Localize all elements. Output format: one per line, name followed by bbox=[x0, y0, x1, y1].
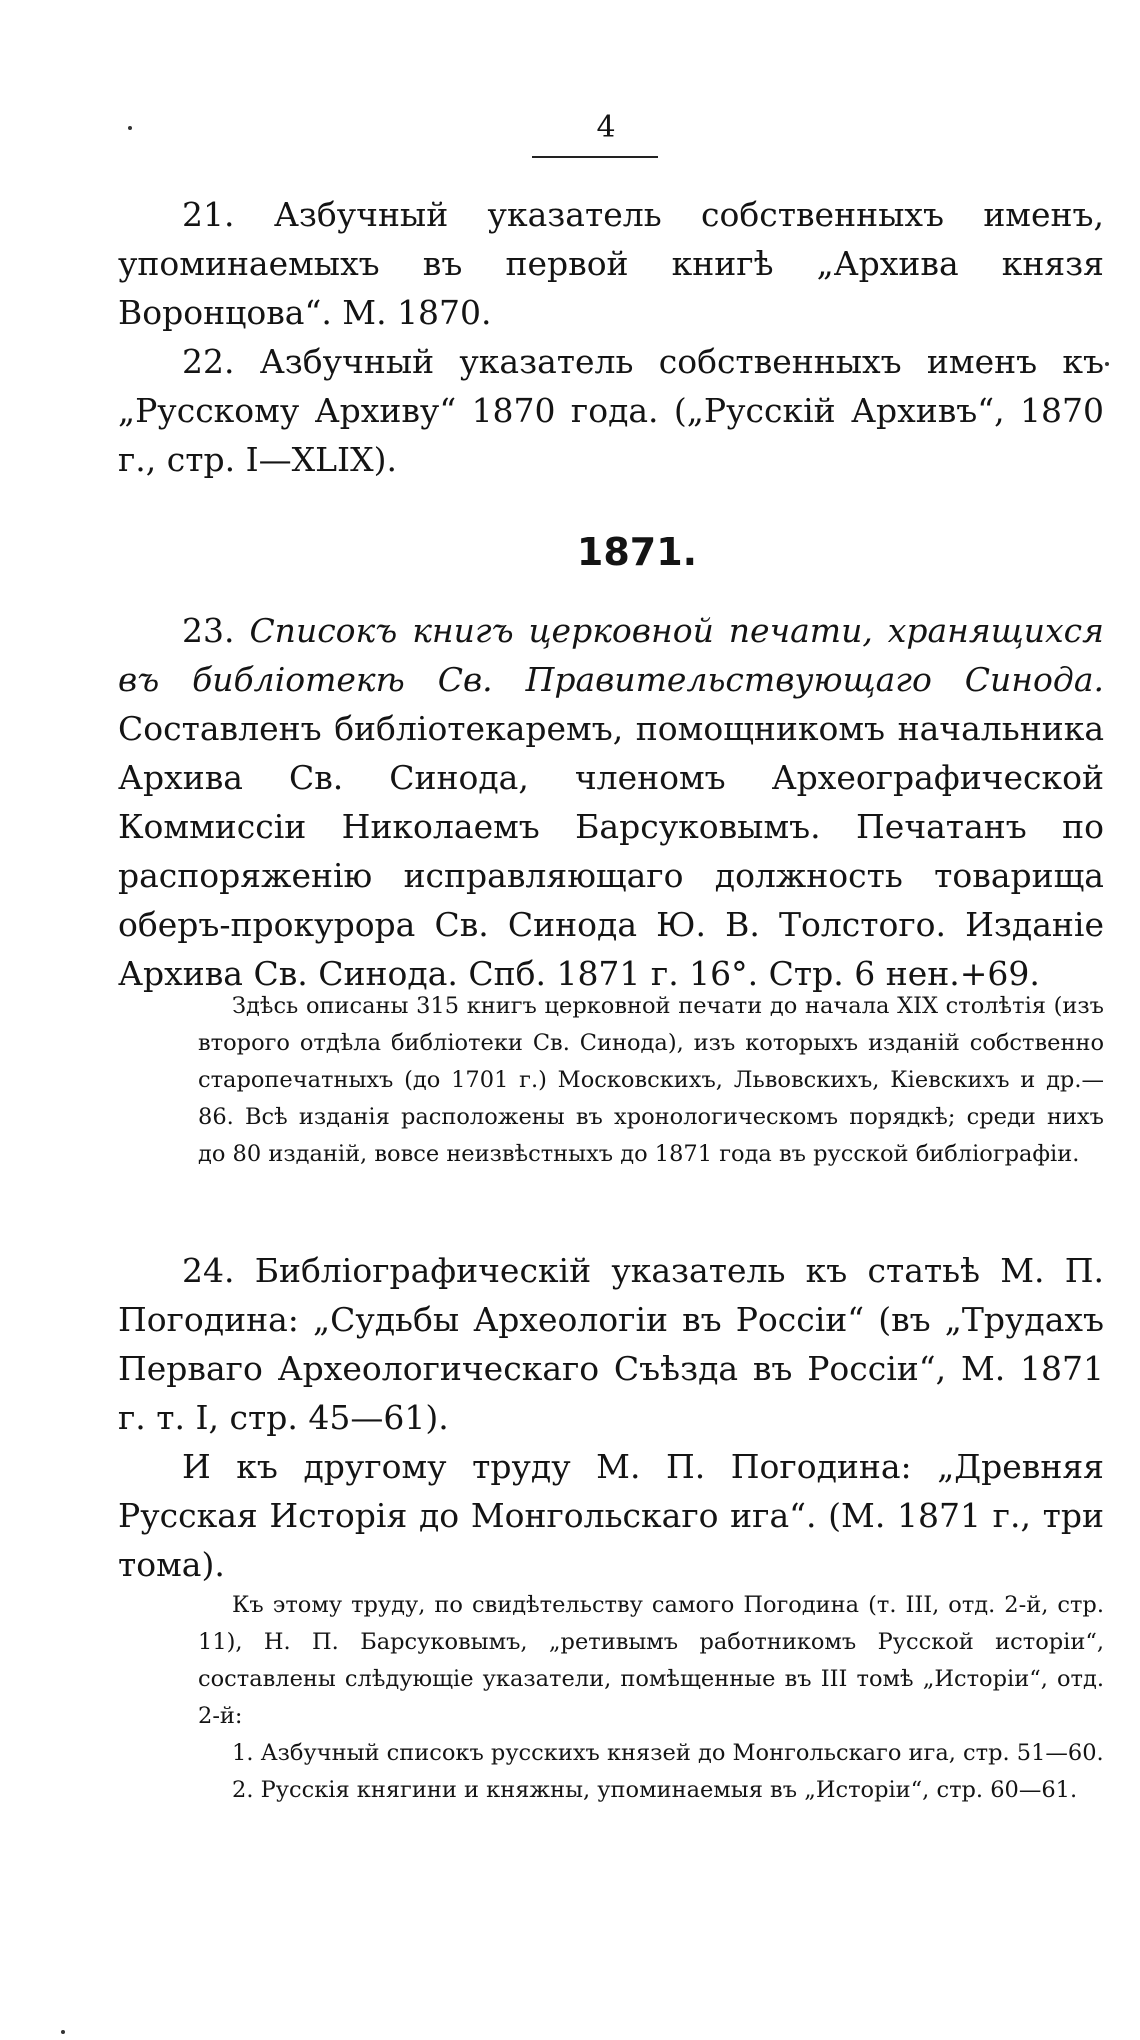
entry-24-continuation-text: И къ другому труду М. П. Погодина: „Древняя Русская Исторія до Монгольскаго ига“. (М. 1871 г., три тома). bbox=[118, 1447, 1104, 1584]
year-heading: 1871. bbox=[576, 530, 698, 574]
entry-21-text: 21. Азбучный указатель собственныхъ именъ, упоминаемыхъ въ первой книгѣ „Архива князя Воронцова“. М. 1870. bbox=[118, 195, 1104, 332]
entry-23-note bbox=[198, 988, 1104, 1173]
entry-22 bbox=[118, 337, 1104, 484]
entry-24-text: 24. Библіографическій указатель къ статьѣ М. П. Погодина: „Судьбы Археологіи въ Россіи“ (въ „Трудахъ Перваго Археологическаго Съѣзда въ Россіи“, М. 1871 г. т. I, стр. 45—61). bbox=[118, 1251, 1104, 1437]
entry-24-note-item-1: 1. Азбучный списокъ русскихъ князей до Монгольскаго ига, стр. 51—60. bbox=[232, 1740, 1104, 1766]
header-rule bbox=[532, 156, 658, 158]
print-speck bbox=[61, 2030, 65, 2034]
entry-24-note-item-2: 2. Русскія княгини и княжны, упоминаемыя въ „Исторіи“, стр. 60—61. bbox=[232, 1777, 1078, 1803]
entry-23-note-text: Здѣсь описаны 315 книгъ церковной печати до начала XIX столѣтія (изъ второго отдѣла библіотеки Св. Синода), изъ которыхъ изданій собственно старопечатныхъ (до 1701 г.) Московскихъ, Львовскихъ, Кіевскихъ и др.—86. Всѣ изданія расположены въ хронологическомъ порядкѣ; среди нихъ до 80 изданій, вовсе неизвѣстныхъ до 1871 года въ русской библіографіи. bbox=[198, 993, 1104, 1167]
entry-24-note-text: Къ этому труду, по свидѣтельству самого Погодина (т. III, отд. 2-й, стр. 11), Н. П. Барсуковымъ, „ретивымъ работникомъ Русской исторіи“, составлены слѣдующіе указатели, помѣщенные въ III томѣ „Исторіи“, отд. 2-й: bbox=[198, 1592, 1104, 1729]
print-speck bbox=[128, 126, 132, 130]
entry-24-continuation bbox=[118, 1442, 1104, 1589]
print-speck bbox=[1105, 362, 1109, 366]
entry-23-description: Составленъ библіотекаремъ, помощникомъ начальника Архива Св. Синода, членомъ Археографической Коммиссіи Николаемъ Барсуковымъ. Печатанъ по распоряженію исправляющаго должность товарища оберъ-прокурора Св. Синода Ю. В. Толстого. Изданіе Архива Св. Синода. Спб. 1871 г. 16°. Стр. 6 нен.+69. bbox=[118, 709, 1104, 993]
entry-24-note bbox=[198, 1587, 1104, 1809]
entry-23 bbox=[118, 606, 1104, 998]
entry-23-text bbox=[118, 606, 1104, 998]
entry-24 bbox=[118, 1246, 1104, 1442]
entry-23-number: 23. bbox=[182, 611, 250, 650]
entry-23-title: Списокъ книгъ церковной печати, хранящихся въ библіотекѣ Св. Правительствующаго Синода. bbox=[118, 611, 1104, 699]
entry-22-text: 22. Азбучный указатель собственныхъ именъ къ „Русскому Архиву“ 1870 года. („Русскій Архивъ“, 1870 г., стр. I—XLIX). bbox=[118, 342, 1104, 479]
entry-21 bbox=[118, 190, 1104, 337]
page-number: 4 bbox=[596, 110, 616, 145]
